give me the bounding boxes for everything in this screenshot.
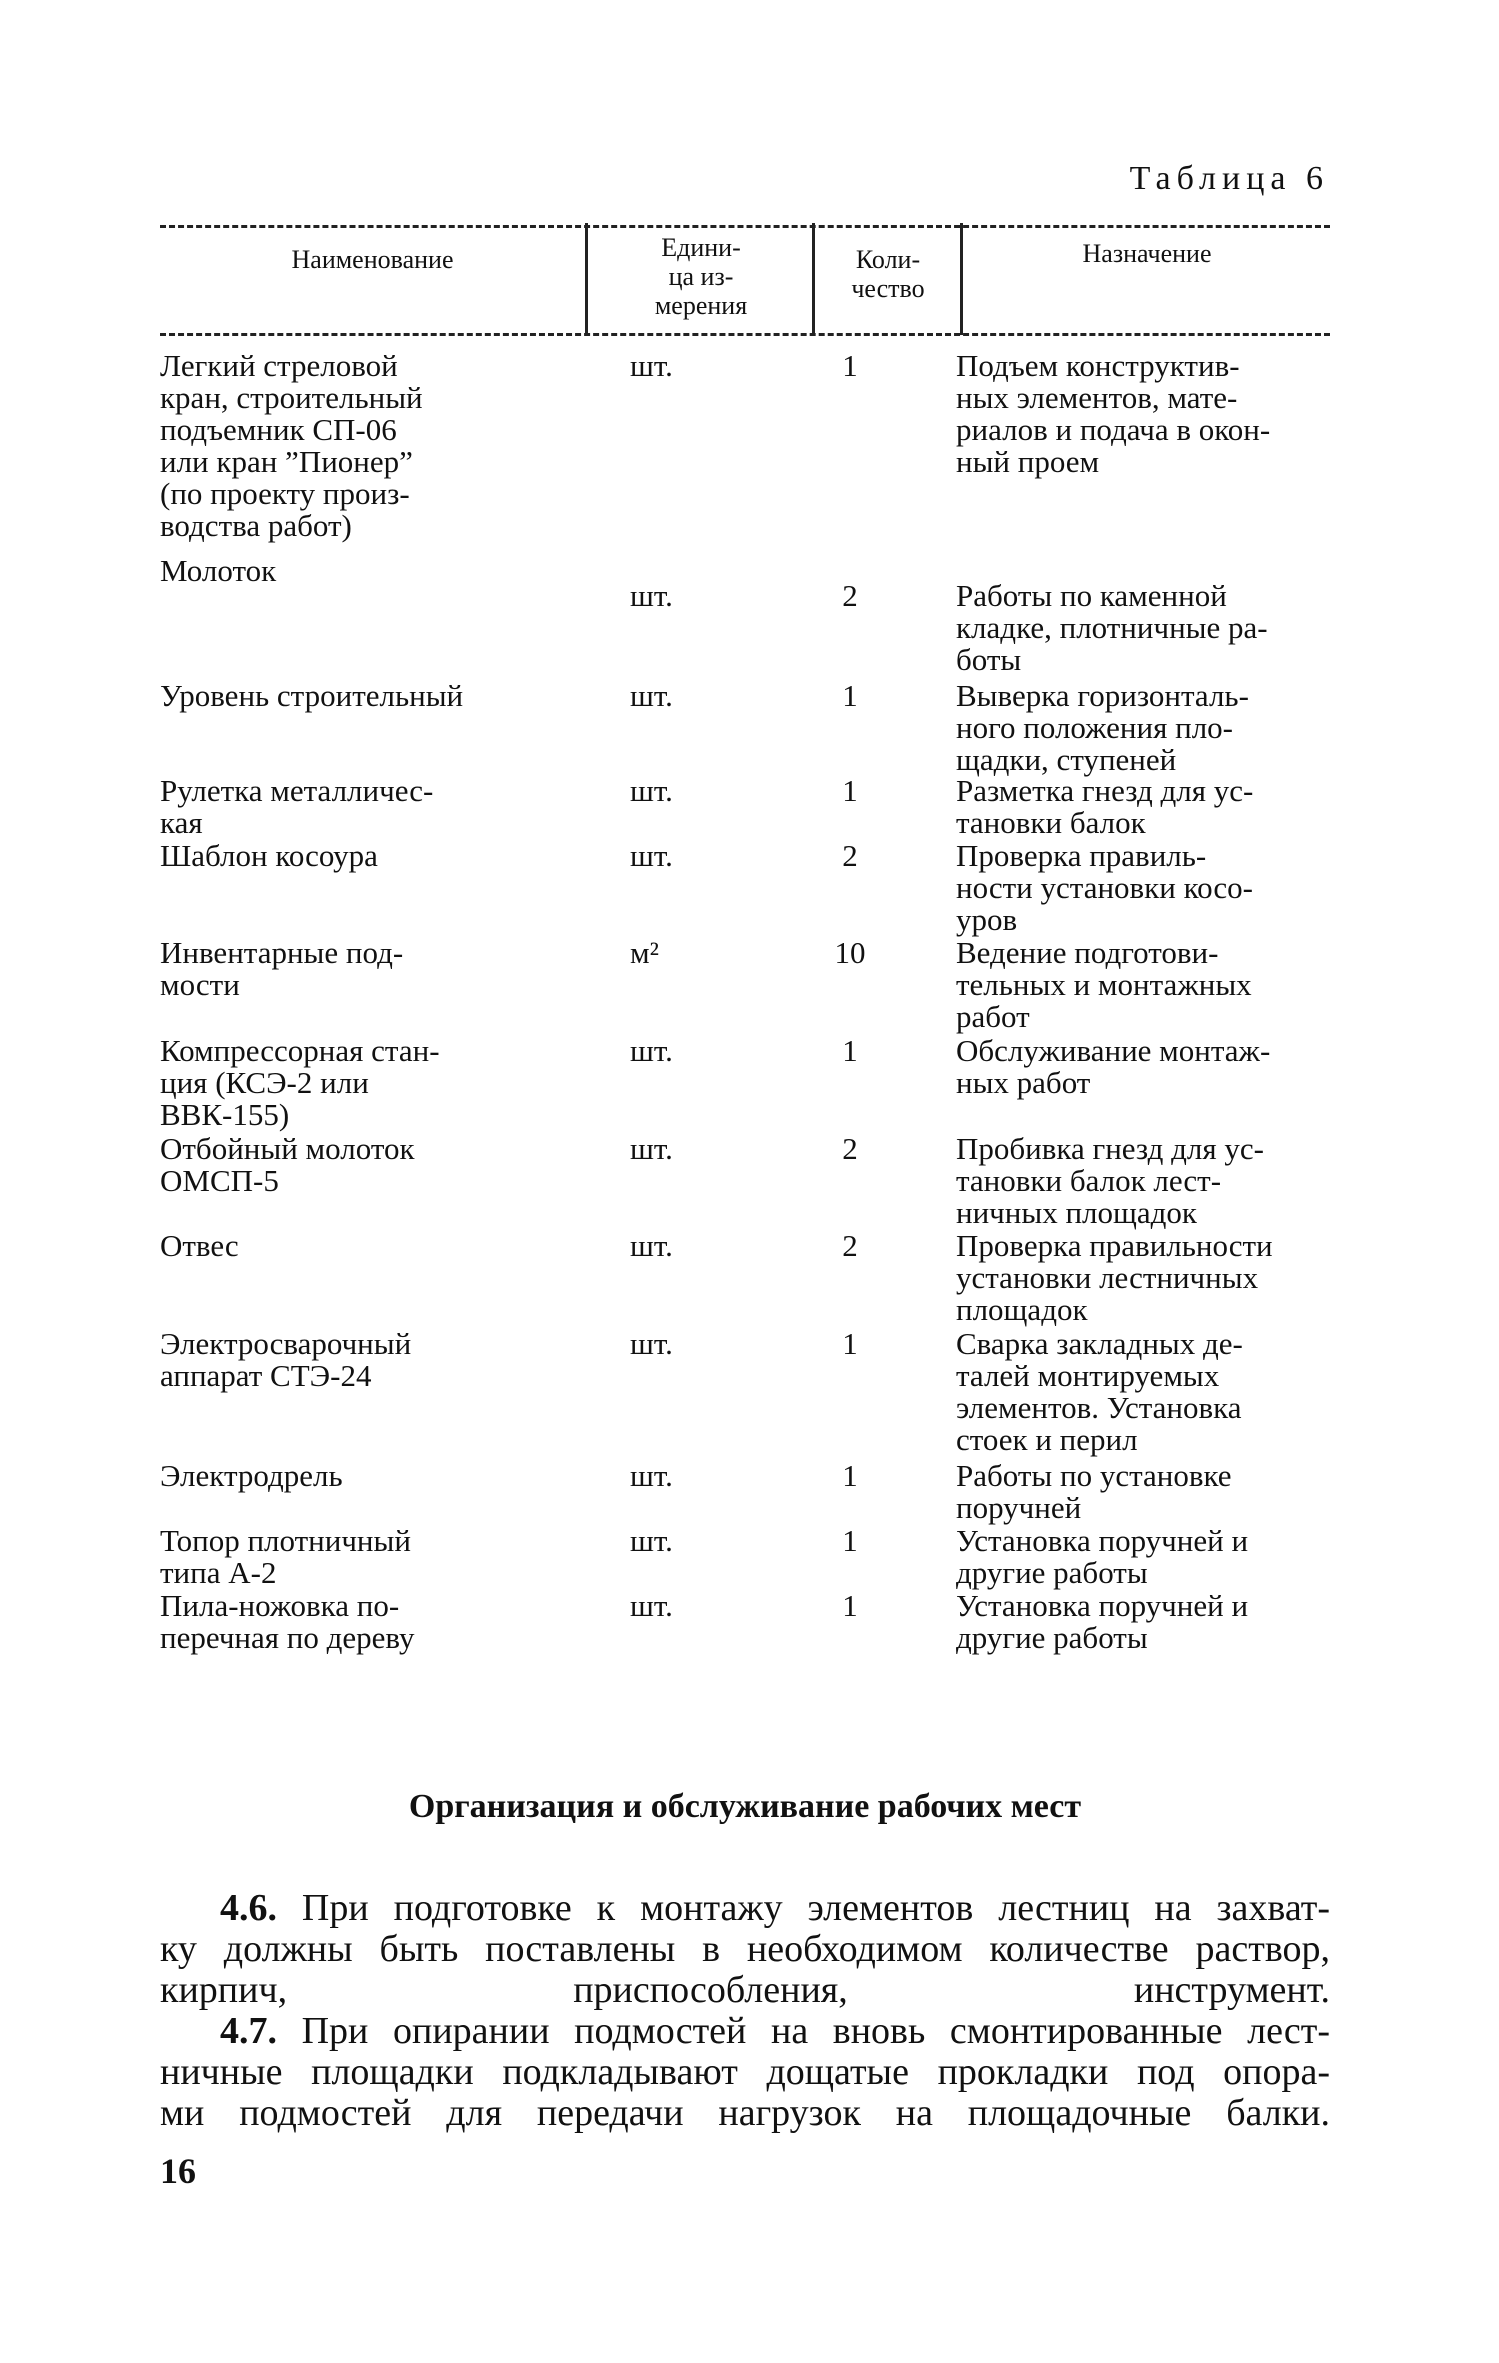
cell-qty: 1	[842, 678, 858, 713]
column-divider	[812, 223, 815, 335]
cell-name: Электродрель	[160, 1458, 343, 1493]
cell-name: Рулетка металличес- кая	[160, 773, 434, 840]
cell-qty: 2	[842, 1131, 858, 1166]
cell-unit: шт.	[630, 1326, 673, 1361]
cell-unit: шт.	[630, 1588, 673, 1623]
cell-purpose: Выверка горизонталь- ного положения пло- щадки, ступеней	[956, 678, 1249, 777]
cell-purpose: Работы по каменной кладке, плотничные ра- боты	[956, 578, 1268, 677]
table-top-rule	[160, 225, 1330, 228]
cell-name: Компрессорная стан- ция (КСЭ-2 или ВВК-155)	[160, 1033, 440, 1132]
section-heading: Организация и обслуживание рабочих мест	[408, 1788, 1082, 1825]
cell-purpose: Сварка закладных де- талей монтируемых элементов. Установка стоек и перил	[956, 1326, 1243, 1457]
cell-purpose: Обслуживание монтаж- ных работ	[956, 1033, 1271, 1100]
cell-unit: шт.	[630, 1228, 673, 1263]
column-divider	[960, 223, 963, 335]
cell-qty: 1	[842, 1523, 858, 1558]
cell-purpose: Ведение подготови- тельных и монтажных работ	[956, 935, 1252, 1034]
header-name: Наименование	[291, 245, 454, 274]
paragraph-number: 4.7.	[220, 2010, 277, 2052]
paragraph-text: При опирании подмостей на вновь смонтированные лест- ничные площадки подкладывают дощатые прокладки под опора- ми подмостей для передачи нагрузок на площадочные балки.	[160, 2010, 1331, 2134]
cell-name: Шаблон косоура	[160, 838, 378, 873]
cell-name: Электросварочный аппарат СТЭ-24	[160, 1326, 412, 1393]
cell-qty: 1	[842, 1033, 858, 1068]
table-caption: Таблица 6	[1129, 160, 1329, 197]
cell-name: Пила-ножовка по- перечная по дереву	[160, 1588, 415, 1655]
cell-name: Легкий стреловой кран, строительный подъемник СП-06 или кран ”Пионер” (по проекту произ- водства работ)	[160, 348, 423, 543]
cell-name: Уровень строительный	[160, 678, 464, 713]
cell-qty: 10	[834, 935, 866, 970]
cell-purpose: Установка поручней и другие работы	[956, 1588, 1249, 1655]
column-divider	[585, 223, 588, 335]
page-number: 16	[160, 2151, 196, 2191]
cell-qty: 2	[842, 838, 858, 873]
cell-qty: 1	[842, 1326, 858, 1361]
paragraph-number: 4.6.	[220, 1887, 277, 1929]
cell-purpose: Проверка правиль- ности установки косо- уров	[956, 838, 1253, 937]
cell-purpose: Проверка правильности установки лестничных площадок	[956, 1228, 1273, 1327]
cell-purpose: Работы по установке поручней	[956, 1458, 1232, 1525]
cell-purpose: Разметка гнезд для ус- тановки балок	[956, 773, 1254, 840]
cell-purpose: Подъем конструктив- ных элементов, мате- риалов и подача в окон- ный проем	[956, 348, 1271, 479]
cell-purpose: Установка поручней и другие работы	[956, 1523, 1249, 1590]
cell-unit: шт.	[630, 578, 673, 613]
cell-qty: 1	[842, 1458, 858, 1493]
cell-unit: шт.	[630, 678, 673, 713]
paragraph-4-7	[160, 2011, 1330, 2134]
cell-name: Топор плотничный типа А-2	[160, 1523, 411, 1590]
equipment-table	[160, 225, 1330, 1685]
cell-name: Отбойный молоток ОМСП-5	[160, 1131, 415, 1198]
header-qty: Коли- чество	[851, 245, 925, 303]
cell-qty: 2	[842, 1228, 858, 1263]
cell-unit: шт.	[630, 348, 673, 383]
cell-qty: 1	[842, 773, 858, 808]
header-purpose: Назначение	[1082, 239, 1212, 268]
header-unit: Едини- ца из- мерения	[654, 233, 748, 320]
cell-name: Молоток	[160, 553, 277, 588]
cell-unit: м²	[630, 935, 659, 970]
cell-qty: 1	[842, 1588, 858, 1623]
cell-unit: шт.	[630, 773, 673, 808]
cell-unit: шт.	[630, 1523, 673, 1558]
cell-purpose: Пробивка гнезд для ус- тановки балок лест- ничных площадок	[956, 1131, 1264, 1230]
paragraph-text: При подготовке к монтажу элементов лестниц на захват- ку должны быть поставлены в необходимом количестве раствор, кирпич, приспособления, инструмент.	[160, 1887, 1330, 2011]
paragraph-4-6	[160, 1888, 1330, 2011]
cell-name: Отвес	[160, 1228, 239, 1263]
header-bottom-rule	[160, 333, 1330, 336]
cell-unit: шт.	[630, 1458, 673, 1493]
cell-unit: шт.	[630, 838, 673, 873]
cell-unit: шт.	[630, 1131, 673, 1166]
cell-qty: 2	[842, 578, 858, 613]
cell-name: Инвентарные под- мости	[160, 935, 404, 1002]
cell-unit: шт.	[630, 1033, 673, 1068]
cell-qty: 1	[842, 348, 858, 383]
